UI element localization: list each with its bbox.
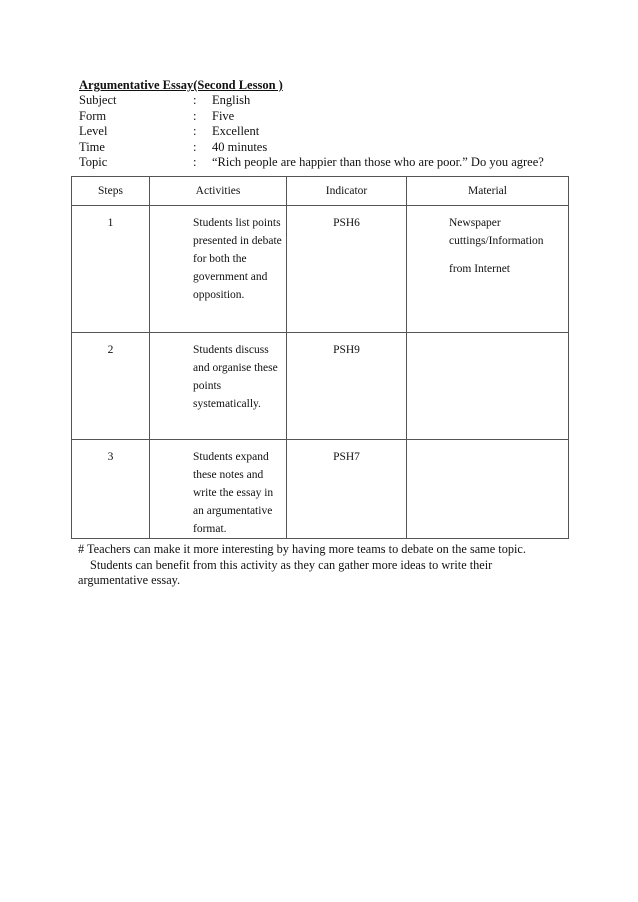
table-row <box>72 206 569 333</box>
material-cell <box>407 206 569 333</box>
indicator-code: PSH7 <box>333 451 360 463</box>
header-indicator: Indicator <box>287 177 407 206</box>
header-activities: Activities <box>150 177 287 206</box>
info-label: Subject <box>79 93 117 107</box>
document-title: Argumentative Essay(Second Lesson ) <box>79 78 283 92</box>
table-header-row <box>72 177 569 206</box>
info-colon: : <box>193 108 197 123</box>
activity-cell <box>150 333 287 440</box>
indicator-code: PSH9 <box>333 344 360 356</box>
material-line: from Internet <box>449 263 510 275</box>
table-row <box>72 333 569 440</box>
step-cell <box>72 333 150 440</box>
material-cell <box>407 333 569 440</box>
info-value: Five <box>212 108 235 123</box>
info-colon: : <box>193 155 197 170</box>
material-text <box>407 206 568 278</box>
info-value: Excellent <box>212 124 260 139</box>
step-number: 2 <box>107 344 114 356</box>
info-colon: : <box>193 139 197 154</box>
table-row <box>72 440 569 539</box>
indicator-cell <box>287 206 407 333</box>
header-material: Material <box>407 177 569 206</box>
material-cell <box>407 440 569 539</box>
step-number: 1 <box>107 217 114 229</box>
step-number: 3 <box>107 451 114 463</box>
info-value: English <box>212 93 251 107</box>
teacher-note <box>78 542 578 589</box>
info-value: “Rich people are happier than those who are poor.” Do you agree? <box>212 155 544 170</box>
info-value: 40 minutes <box>212 139 268 154</box>
activity-cell <box>150 206 287 333</box>
activity-text: Students list points presented in debate for both the government and opposition. <box>193 217 282 301</box>
info-colon: : <box>193 93 197 107</box>
header-steps: Steps <box>72 177 150 206</box>
activity-text: Students expand these notes and write the essay in an argumentative format. <box>193 451 274 535</box>
note-line: # Teachers can make it more interesting by having more teams to debate on the same topic. <box>78 542 526 556</box>
material-text <box>407 440 568 448</box>
info-label: Form <box>79 108 107 123</box>
lesson-table <box>71 176 569 539</box>
note-line: argumentative essay. <box>78 573 181 587</box>
material-text <box>407 333 568 341</box>
indicator-code: PSH6 <box>333 217 360 229</box>
indicator-cell <box>287 440 407 539</box>
activity-cell <box>150 440 287 539</box>
step-cell <box>72 440 150 539</box>
note-line: Students can benefit from this activity as they can gather more ideas to write their <box>90 557 493 572</box>
info-label: Time <box>79 139 105 154</box>
material-line: Newspaper <box>449 217 501 229</box>
info-label: Level <box>79 124 108 139</box>
material-line: cuttings/Information <box>449 235 544 247</box>
indicator-cell <box>287 333 407 440</box>
activity-text: Students discuss and organise these points systematically. <box>193 344 278 410</box>
step-cell <box>72 206 150 333</box>
info-colon: : <box>193 124 197 139</box>
info-label: Topic <box>79 155 108 170</box>
